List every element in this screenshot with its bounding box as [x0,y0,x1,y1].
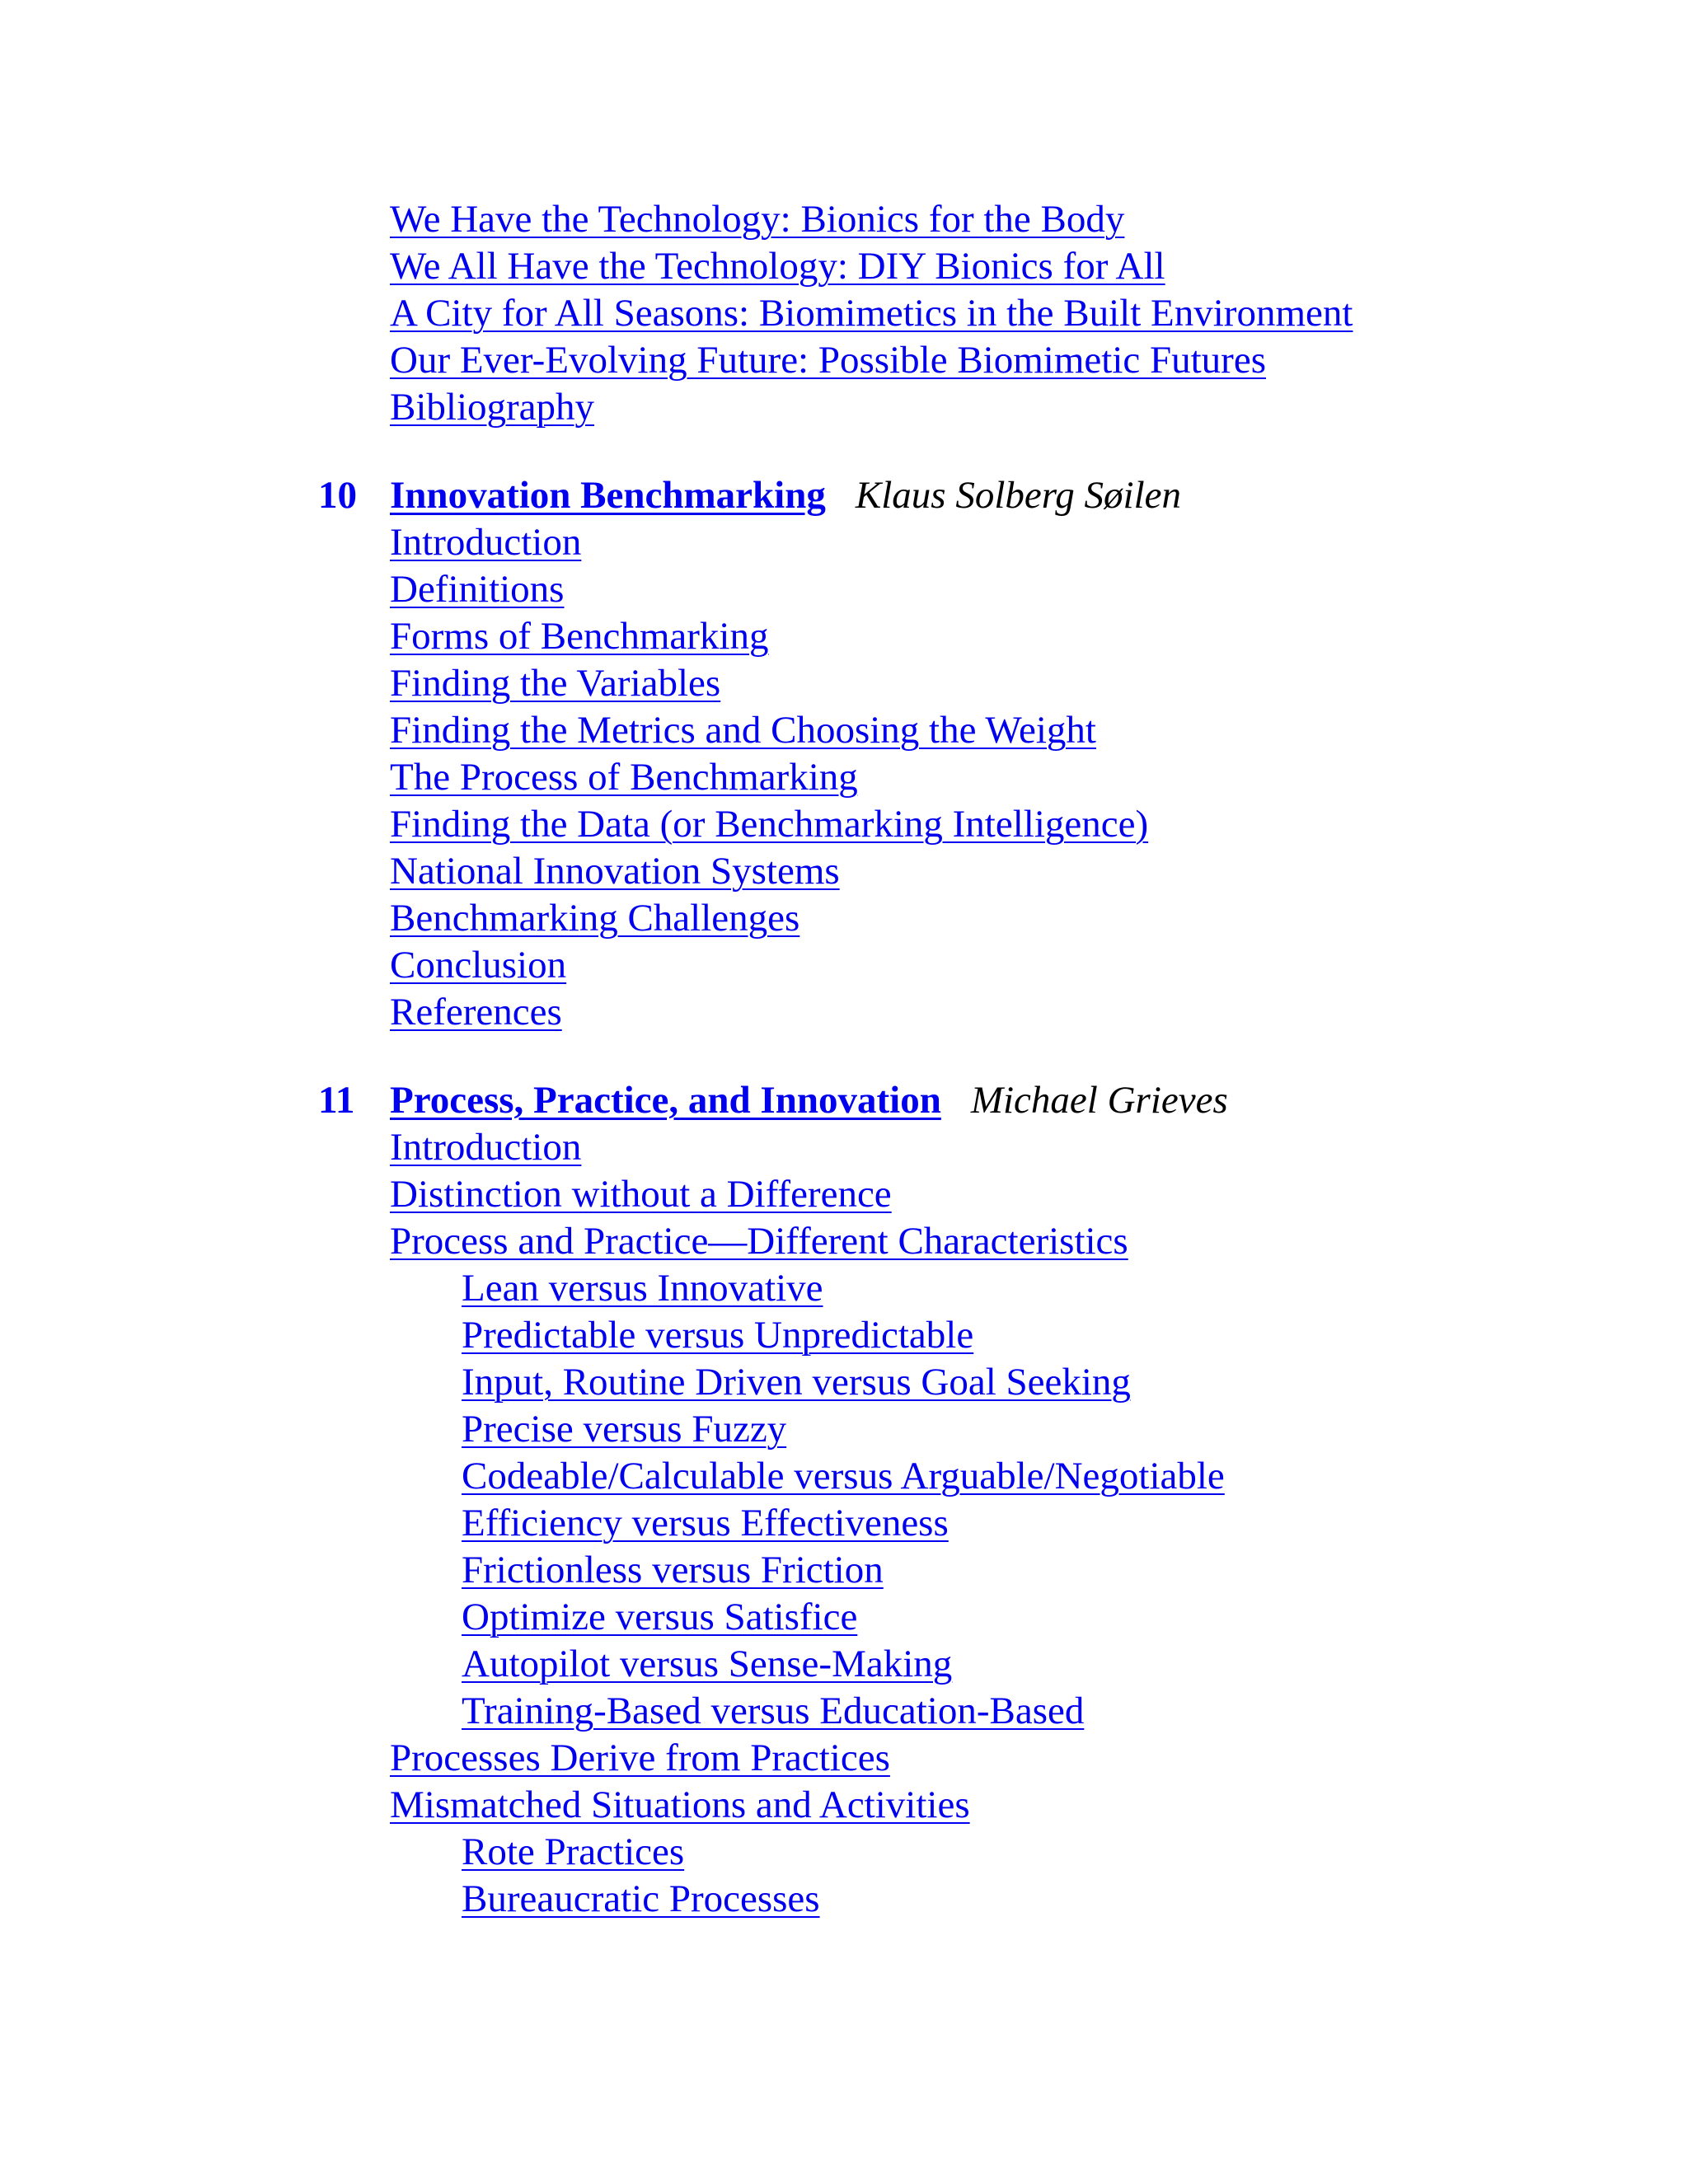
toc-entry [390,754,858,801]
toc-entry [390,848,840,895]
toc-link[interactable]: Process and Practice—Different Characteristics [390,1220,1128,1263]
toc-entry [390,519,581,566]
toc-link[interactable]: Efficiency versus Effectiveness [462,1502,949,1544]
toc-subentry [462,1265,823,1312]
toc-entry [390,337,1266,384]
toc-link[interactable]: Predictable versus Unpredictable [462,1314,974,1357]
toc-link[interactable]: We Have the Technology: Bionics for the Body [390,198,1125,241]
toc-subentry [462,1641,952,1688]
toc-link[interactable]: Autopilot versus Sense-Making [462,1643,953,1685]
toc-entry [390,1171,892,1218]
toc-subentry [462,1406,786,1453]
toc-subentry [462,1312,973,1359]
toc-link[interactable]: Bureaucratic Processes [462,1877,820,1920]
toc-link[interactable]: We All Have the Technology: DIY Bionics for All [390,245,1165,288]
chapter-title: Process, Practice, and Innovation [390,1079,941,1122]
toc-entry [390,196,1124,243]
toc-subentry [462,1829,684,1876]
toc-link[interactable]: Lean versus Innovative [462,1267,823,1310]
toc-link[interactable]: Distinction without a Difference [390,1173,892,1216]
toc-link[interactable]: A City for All Seasons: Biomimetics in the Built Environment [390,292,1353,335]
toc-link[interactable]: Rote Practices [462,1830,685,1873]
toc-entry [390,801,1148,848]
toc-subentry [462,1500,949,1547]
toc-entry [390,566,564,613]
toc-entry [390,1782,970,1829]
toc-link[interactable]: The Process of Benchmarking [390,756,858,799]
toc-link[interactable]: Codeable/Calculable versus Arguable/Negotiable [462,1455,1225,1497]
chapter-author: Klaus Solberg Søilen [855,474,1182,517]
toc-link[interactable]: Forms of Benchmarking [390,615,769,658]
chapter-title: Innovation Benchmarking [390,474,826,517]
toc-link[interactable]: Optimize versus Satisfice [462,1596,858,1638]
chapter-10-link[interactable] [318,474,826,517]
chapter-number: 10 [318,474,357,517]
toc-entry [390,290,1353,337]
toc-entry [390,613,769,660]
chapter-author: Michael Grieves [970,1079,1228,1122]
chapter-11-link[interactable] [318,1079,941,1122]
toc-subentry [462,1547,884,1594]
toc-entry [390,1735,890,1782]
toc-link[interactable]: Definitions [390,568,565,611]
toc-link[interactable]: Precise versus Fuzzy [462,1408,787,1451]
chapter-11-heading [318,1077,1228,1124]
chapter-number: 11 [318,1079,355,1122]
toc-entry [390,895,799,942]
toc-entry [390,243,1165,290]
toc-subentry [462,1359,1131,1406]
toc-entry [390,989,562,1036]
chapter-10-heading [318,472,1181,519]
toc-entry [390,1218,1128,1265]
toc-entry [390,384,594,431]
toc-link[interactable]: Finding the Variables [390,662,721,705]
toc-subentry [462,1688,1084,1735]
toc-entry [390,1124,581,1171]
toc-subentry [462,1594,857,1641]
toc-entry [390,660,720,707]
toc-link[interactable]: Finding the Data (or Benchmarking Intelligence) [390,803,1149,846]
toc-entry [390,942,566,989]
toc-link[interactable]: Benchmarking Challenges [390,897,800,940]
toc-link[interactable]: Mismatched Situations and Activities [390,1783,970,1826]
toc-link[interactable]: National Innovation Systems [390,850,840,893]
toc-subentry [462,1453,1225,1500]
toc-link[interactable]: Input, Routine Driven versus Goal Seeking [462,1361,1131,1404]
toc-link[interactable]: References [390,991,562,1033]
toc-link[interactable]: Introduction [390,521,582,564]
toc-link[interactable]: Bibliography [390,386,595,429]
toc-link[interactable]: Finding the Metrics and Choosing the Weight [390,709,1096,752]
toc-entry [390,707,1096,754]
toc-link[interactable]: Frictionless versus Friction [462,1549,884,1591]
toc-subentry [462,1876,820,1923]
toc-link[interactable]: Processes Derive from Practices [390,1736,890,1779]
toc-link[interactable]: Our Ever-Evolving Future: Possible Biomimetic Futures [390,339,1266,382]
toc-link[interactable]: Training-Based versus Education-Based [462,1690,1085,1732]
toc-link[interactable]: Introduction [390,1126,582,1169]
toc-link[interactable]: Conclusion [390,944,567,987]
